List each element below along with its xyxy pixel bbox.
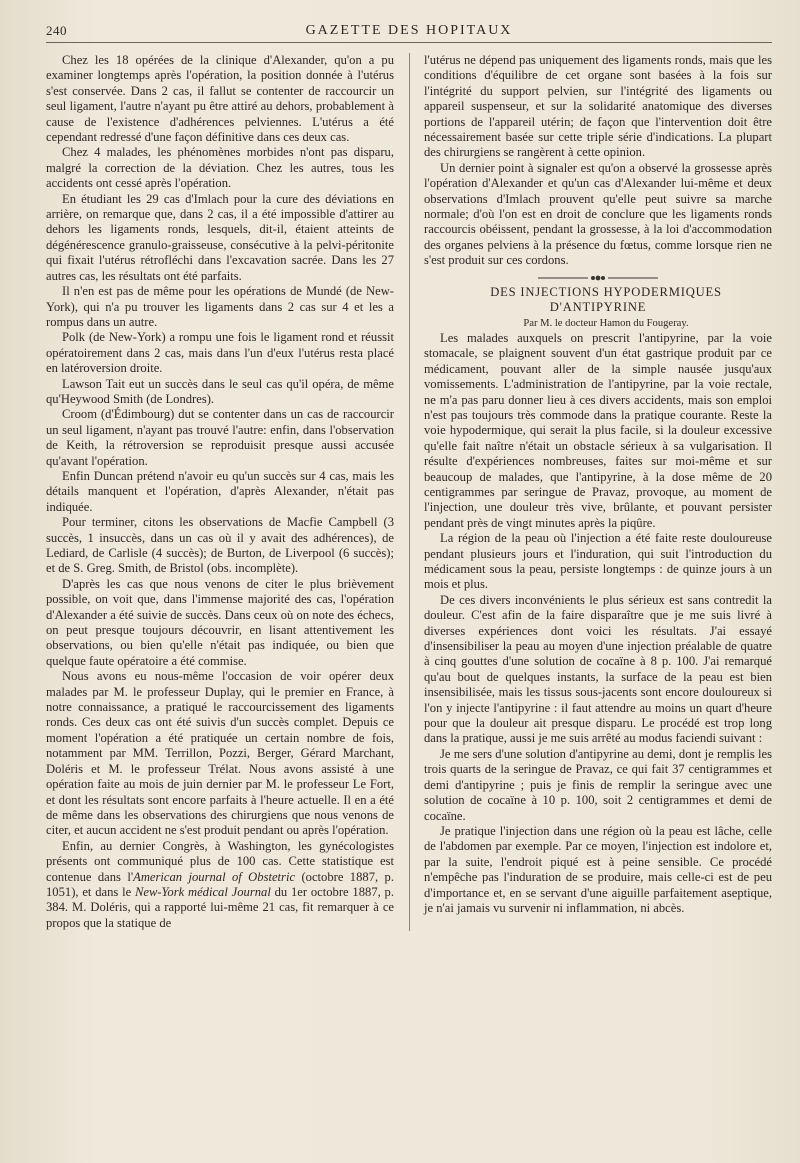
paragraph: Les malades auxquels on prescrit l'antipyrine, par la voie stomacale, se plaignent souvent d'un état gastrique produit par ce médicament, pouvant aller de la simple nausée jusqu'aux vomissements. L'administration de l'antipyrine, par la voie rectale, ne m'a pas paru donner lieu à ces divers accidents, mais son emploi n'est pas toujours très commode dans la pratique courante. Reste la voie hypodermique, qui serait la plus facile, si la douleur excessive qu'elle fait naître n'était un obstacle sérieux à sa vulgarisation. Il résulte d'expériences nombreuses, faites sur moi-même et sur beaucoup de malades, que l'antipyrine, à la dose même de 20 centigrammes par seringue de Pravaz, provoque, au moment de l'injection, une douleur très vive, brûlante, et pouvant persister pendant près de vingt minutes après la piqûre. (424, 330, 772, 530)
paragraph: Enfin Duncan prétend n'avoir eu qu'un succès sur 4 cas, mais les détails manquent et l'opération, d'après Alexander, n'était pas indiquée. (46, 468, 394, 514)
page-number: 240 (46, 23, 67, 38)
paragraph: Lawson Tait eut un succès dans le seul cas qu'il opéra, de même qu'Heywood Smith (de Londres). (46, 376, 394, 406)
paragraph: La région de la peau où l'injection a été faite reste douloureuse pendant plusieurs jours et l'induration, qui suit l'introduction du médicament sous la peau, persiste longtemps : de quinze jours à un mois et plus. (424, 531, 772, 592)
column-divider (409, 53, 410, 931)
paragraph: Chez les 18 opérées de la clinique d'Alexander, qu'on a pu examiner longtemps après l'opération, la position donnée à l'utérus s'est conservée. Dans 2 cas, il fallut se contenter de raccourcir un seul ligament, l'autre n'ayant pu être attiré au dehors, probablement à cause de l'existence d'adhérences pelviennes. L'utérus a été cependant redressé d'une façon définitive dans ces deux cas. (46, 53, 394, 145)
page-header (46, 20, 772, 43)
paragraph: Polk (de New-York) a rompu une fois le ligament rond et réussit opératoirement dans 2 cas, mais dans l'un d'eux l'utérus resta placé en latéroversion droite. (46, 330, 394, 376)
two-column-body (46, 53, 772, 931)
text-segment: Enfin, au dernier Congrès, à Washington, les gynécologistes présents ont communiqué plus de 100 cas. Cette statistique est contenue dans l' (46, 838, 394, 884)
paragraph: Chez 4 malades, les phénomènes morbides n'ont pas disparu, malgré la correction de la déviation. Chez les autres, tous les accidents ont cessé après l'opération. (46, 145, 394, 191)
text-segment: du 1er octobre 1887, p. 384. M. Doléris, qui a rapporté lui-même 21 cas, fit remarquer à ce propos que la statique de (46, 884, 395, 930)
paragraph: Je me sers d'une solution d'antipyrine au demi, dont je remplis les trois quarts de la seringue de Pravaz, ce qui fait 37 centigrammes et demi d'antipyrine ; puis je finis de remplir la seringue avec une solution de cocaïne à 10 p. 100, soit 2 centigrammes et demi de cocaïne. (424, 746, 772, 823)
journal-citation: New-York médical Journal (134, 884, 271, 899)
paragraph: Nous avons eu nous-même l'occasion de voir opérer deux malades par M. le professeur Duplay, qui le premier en France, à notre connaissance, a pratiqué le raccourcissement des ligaments ronds. Ces deux cas ont été suivis d'un succès complet. Depuis ce moment l'opération a été pratiquée un certain nombre de fois, notamment par MM. Terrillon, Pozzi, Berger, Gérard Marchant, Doléris et M. le professeur Trélat. Nous avons assisté à une opération faite au mois de juin dernier par M. le professeur Le Fort, et dont les résultats sont encore parfaits à l'heure actuelle. Il en a été de même dans les observations des chirurgiens que nous venons de citer, et aucun accident ne s'est produit pendant ou après l'opération. (46, 669, 394, 838)
paragraph: Croom (d'Édimbourg) dut se contenter dans un cas de raccourcir un seul ligament, n'ayant pas trouvé l'autre: enfin, dans l'observation de Keith, la rétroversion se reproduisit presque aussi accusée qu'avant l'opération. (46, 407, 394, 468)
text-segment: (octobre 1887, p. 1051), et dans le (46, 869, 394, 899)
section-ornament (538, 275, 658, 281)
journal-title: GAZETTE DES HOPITAUX (305, 23, 513, 38)
paragraph: Pour terminer, citons les observations de Macfie Campbell (3 succès, 1 insuccès, dans un cas où il y avait des adhérences), de Lediard, de Carlisle (4 succès); de Burton, de Liverpool (6 succès); et de S. Greg. Smith, de Bristol (obs. incomplète). (46, 515, 394, 576)
journal-citation: American journal of Obstetric (133, 869, 296, 884)
paragraph: Un dernier point à signaler est qu'on a observé la grossesse après l'opération d'Alexander et qu'un cas d'Alexander lui-même et deux observations d'Imlach prouvent qu'elle peut suivre sa marche normale; d'où l'on est en droit de conclure que les ligaments ronds raccourcis obéissent, pendant la grossesse, à la loi d'accommodation des organes pelviens à la présence du fœtus, comme lorsque rien ne s'est produit sur ces cordons. (424, 160, 772, 268)
paragraph: Je pratique l'injection dans une région où la peau est lâche, celle de l'abdomen par exemple. Par ce moyen, l'injection est indolore et, par la suite, l'endroit piqué est à peine sensible. Ce procédé n'empêche pas l'induration de se produire, mais celle-ci est de peu d'importance et, en se servant d'une aiguille parfaitement aseptique, je n'ai jamais vu survenir ni inflammation, ni abcès. (424, 823, 772, 915)
paragraph: En étudiant les 29 cas d'Imlach pour la cure des déviations en arrière, on remarque que, dans 2 cas, il a été impossible d'attirer au dehors les ligaments ronds, lesquels, dit-il, étaient atteints de dégénérescence granulo-graisseuse, consécutive à la pelvi-péritonite qui fixait l'utérus rétrofléchi dans l'excavation sacrée. Dans les 27 autres cas, les résultats ont été parfaits. (46, 191, 394, 283)
paragraph: Il n'en est pas de même pour les opérations de Mundé (de New-York), qui n'a pu trouver les ligaments dans 2 cas sur 4 et les a rompus dans un autre. (46, 284, 394, 329)
paragraph: D'après les cas que nous venons de citer le plus brièvement possible, on voit que, dans l'immense majorité des cas, l'opération d'Alexander a été suivie de succès. Dans ceux où on note des échecs, on peut presque toujours découvrir, en lisant attentivement les observations, ou bien qu'elle n'était pas indiquée, ou bien que quelque faute opératoire a été commise. (46, 576, 394, 668)
paragraph-continuation: l'utérus ne dépend pas uniquement des ligaments ronds, mais que les conditions d'équilibre de cet organe sont basées à la fois sur l'intégrité du support pelvien, sur l'intégrité des ligaments ou appareil suspenseur, et sur la solidarité anatomique des diverses portions de l'appareil utérin; de façon que l'intervention doit être nécessairement basée sur cette triple série d'indications. La plupart des chirurgiens se rangèrent à cette opinion. (424, 53, 772, 160)
statistics-paragraph (46, 839, 394, 931)
left-column (46, 53, 394, 931)
article-title: DES INJECTIONS HYPODERMIQUES D'ANTIPYRINE (490, 284, 722, 315)
right-column (424, 53, 772, 931)
article-byline: Par M. le docteur Hamon du Fougeray. (523, 317, 689, 329)
paragraph: De ces divers inconvénients le plus sérieux est sans contredit la douleur. C'est afin de la faire disparaître que je me suis livré à diverses expériences dont voici les résultats. J'ai essayé d'insensibiliser la peau au moyen d'une injection préalable de quatre à cinq gouttes d'une solution de cocaïne à 8 p. 100. J'ai remarqué qu'au bout de quelques instants, la surface de la peau est bien insensibilisée, mais les tissus sous-jacents sont encore douloureux si l'on y injecte l'antipyrine : il faut attendre au moins un quart d'heure pour que la douleur ait presque disparu. Le procédé est trop long dans la pratique, aussi je me suis arrêté au modus faciendi suivant : (424, 592, 772, 746)
